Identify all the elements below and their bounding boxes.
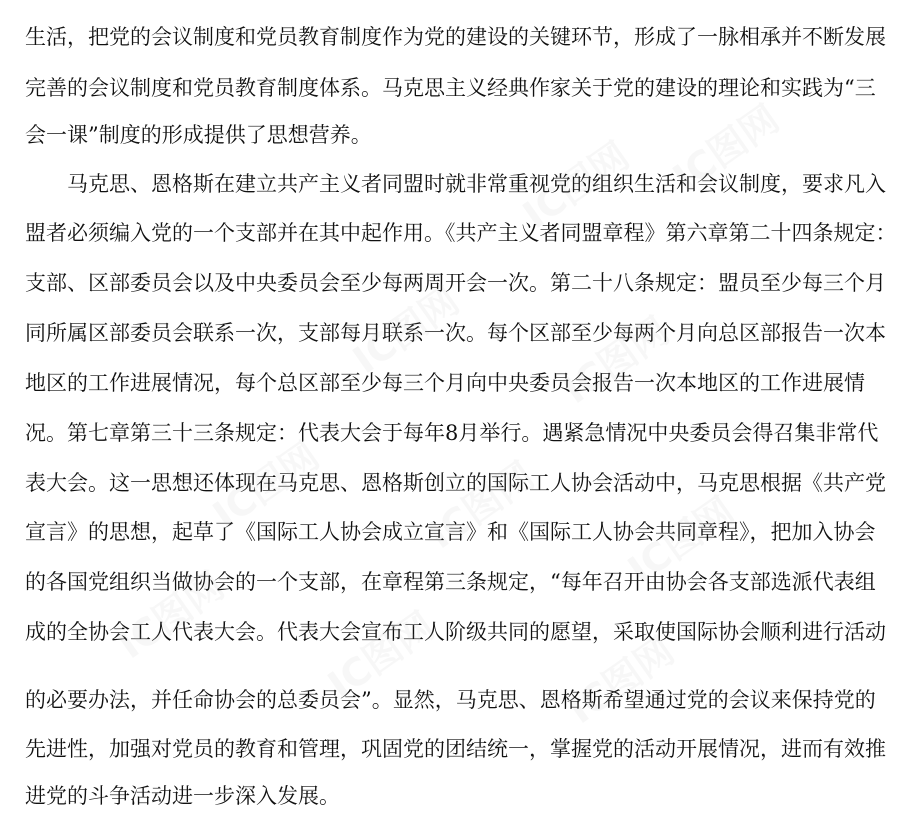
paragraph-first-line: 马克思、恩格斯在建立共产主义者同盟时就非常重视党的组织生活和会议制度，要求凡入 [67,172,886,196]
text-line: 盟者必须编入党的一个支部并在其中起作用。《共产主义者同盟章程》第六章第二十四条规定： [25,221,897,245]
text-line: 况。第七章第三十三条规定：代表大会于每年8月举行。遇紧急情况中央委员会得召集非常代 [25,421,879,445]
text-line: 表大会。这一思想还体现在马克思、恩格斯创立的国际工人协会活动中，马克思根据《共产党 [25,471,886,495]
text-line: 先进性，加强对党员的教育和管理，巩固党的团结统一，掌握党的活动开展情况，进而有效推 [25,737,886,761]
watermark: IC图网 [620,488,742,593]
watermark: IC图网 [665,96,787,201]
watermark: IC图网 [345,278,467,383]
text-line: 成的全协会工人代表大会。代表大会宣布工人阶级共同的愿望，采取使国际协会顺利进行活动 [25,620,886,644]
text-line: 宣言》的思想，起草了《国际工人协会成立宣言》和《国际工人协会共同章程》，把加入协会 [25,520,876,544]
watermark: IC图网 [515,133,637,238]
text-line: 的必要办法，并任命协会的总委员会”。显然，马克思、恩格斯希望通过党的会议来保持党的 [25,688,876,712]
watermark: IC图网 [205,433,327,538]
text-line: 同所属区部委员会联系一次，支部每月联系一次。每个区部至少每两个月向总区部报告一次本 [25,321,886,345]
text-line: 进党的斗争活动进一步深入发展。 [25,784,340,808]
text-line: 完善的会议制度和党员教育制度体系。马克思主义经典作家关于党的建设的理论和实践为“三 [25,76,876,100]
watermark: IC图网 [420,453,542,558]
watermark: IC图网 [320,603,442,708]
text-line: 支部、区部委员会以及中央委员会至少每两周开会一次。第二十八条规定：盟员至少每三个月 [25,271,886,295]
text-line: 生活，把党的会议制度和党员教育制度作为党的建设的关键环节，形成了一脉相承并不断发展 [25,25,886,49]
text-line: 会一课”制度的形成提供了思想营养。 [25,123,372,147]
text-line: 的各国党组织当做协会的一个支部，在章程第三条规定，“每年召开由协会各支部选派代表组 [25,570,876,594]
watermark: IC图网 [555,308,677,413]
watermark: IC图网 [110,563,232,668]
watermark: IC图网 [560,628,682,733]
text-line: 地区的工作进展情况，每个总区部至少每三个月向中央委员会报告一次本地区的工作进展情 [25,371,865,395]
